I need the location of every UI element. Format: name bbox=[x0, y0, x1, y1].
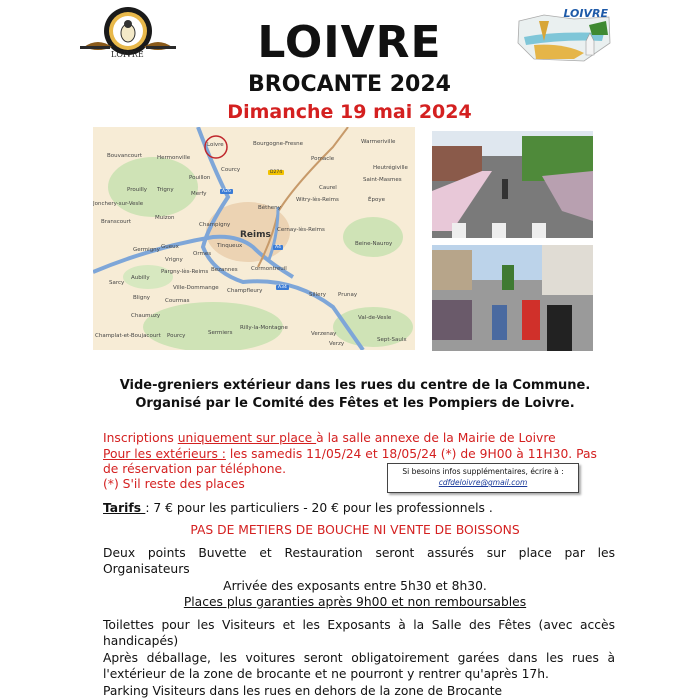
map-label: Gueux bbox=[161, 244, 179, 250]
voitures-text: Après déballage, les voitures seront obligatoirement garées dans les rues à l'extérieur de la zone de brocante et ne pourront y rentrer qu'après 17h. bbox=[103, 651, 615, 681]
tarifs-label: Tarifs bbox=[103, 501, 146, 515]
logo-left-text: LOIVRE bbox=[111, 50, 144, 59]
map-label: Beine-Nauroy bbox=[355, 241, 393, 247]
page-title: LOIVRE bbox=[257, 17, 442, 68]
map-label: Courcy bbox=[221, 167, 241, 173]
road-shield: A34 bbox=[278, 285, 287, 290]
buvette-text: Deux points Buvette et Restauration seront assurés sur place par les Organisateurs bbox=[103, 546, 615, 576]
map-label: Pargny-lès-Reims bbox=[161, 269, 209, 275]
inscriptions-prefix: Inscriptions bbox=[103, 431, 178, 445]
map-city-reims: Reims bbox=[240, 230, 271, 240]
map-label: Witry-lès-Reims bbox=[296, 197, 339, 203]
map-label: Ville-Dommange bbox=[173, 285, 219, 291]
logo-right-text: LOIVRE bbox=[563, 7, 608, 20]
inscriptions-line bbox=[103, 430, 556, 446]
map-label: Prunay bbox=[338, 292, 358, 298]
map-label: Champfleury bbox=[227, 288, 263, 294]
map-label: Verzy bbox=[329, 341, 345, 347]
map-label: Pomacle bbox=[311, 156, 335, 162]
map-label: Cernay-lès-Reims bbox=[277, 227, 325, 233]
map-label: Pouillon bbox=[189, 175, 211, 181]
map-label: Merfy bbox=[191, 191, 207, 197]
road-shield: D274 bbox=[270, 170, 283, 175]
road-shield: A26 bbox=[222, 189, 231, 194]
road-shield: A4 bbox=[275, 245, 281, 250]
map-label: Bétheny bbox=[258, 205, 281, 211]
toilettes-text: Toilettes pour les Visiteurs et les Exposants à la Salle des Fêtes (avec accès handicapés) bbox=[103, 618, 615, 648]
map-label: Branscourt bbox=[101, 219, 132, 225]
map-label: Warmeriville bbox=[361, 139, 396, 145]
brocante-photo-1 bbox=[432, 131, 593, 238]
intro-line-2: Organisé par le Comité des Fêtes et les Pompiers de Loivre. bbox=[135, 396, 575, 411]
map-label: Val-de-Vesle bbox=[358, 315, 392, 321]
map-label: Sermiers bbox=[208, 330, 233, 336]
map-label: Prouilly bbox=[127, 187, 148, 193]
brocante-photo-2 bbox=[432, 245, 593, 351]
map-label: Sillery bbox=[309, 292, 326, 298]
map-label: Pourcy bbox=[167, 333, 186, 339]
map-label: Champigny bbox=[199, 222, 231, 228]
map-label: Saint-Masmes bbox=[363, 177, 402, 183]
warning-line: PAS DE METIERS DE BOUCHE NI VENTE DE BOISSONS bbox=[190, 523, 520, 537]
arrivee-line: Arrivée des exposants entre 5h30 et 8h30. bbox=[223, 579, 487, 593]
map-label: Aubilly bbox=[131, 275, 150, 281]
inscriptions-rest: à la salle annexe de la Mairie de Loivre bbox=[316, 431, 556, 445]
map-label: Courmas bbox=[165, 298, 190, 304]
map-label: Bourgogne-Fresne bbox=[253, 141, 304, 147]
map-label: Caurel bbox=[319, 185, 337, 191]
map-label: Hermonville bbox=[157, 155, 191, 161]
street-market-photo-icon bbox=[432, 131, 593, 238]
street-market-crowd-photo-icon bbox=[432, 245, 593, 351]
map-label: Jonchery-sur-Vesle bbox=[93, 201, 144, 207]
map-label: Germigny bbox=[133, 247, 160, 253]
tarifs-text: : 7 € pour les particuliers - 20 € pour les professionnels . bbox=[145, 501, 493, 515]
map-label: Vrigny bbox=[165, 257, 183, 263]
exterieurs-label: Pour les extérieurs : bbox=[103, 447, 226, 461]
map-label: Loivre bbox=[207, 142, 224, 148]
map-label: Sept-Saulx bbox=[377, 337, 407, 343]
map-label: Époye bbox=[368, 197, 385, 203]
map-label: Bouvancourt bbox=[107, 153, 143, 159]
map-label: Trigny bbox=[157, 187, 174, 193]
reservation-line: de réservation par téléphone. bbox=[103, 462, 287, 476]
map-label: Rilly-la-Montagne bbox=[240, 325, 288, 331]
info-box bbox=[387, 463, 579, 493]
location-map bbox=[93, 127, 415, 350]
intro-line-1: Vide-greniers extérieur dans les rues du centre de la Commune. bbox=[119, 378, 591, 393]
event-date: Dimanche 19 mai 2024 bbox=[227, 101, 472, 123]
event-subtitle: BROCANTE 2024 bbox=[248, 72, 451, 97]
map-label: Muizon bbox=[155, 215, 175, 221]
map-label: Tinqueux bbox=[217, 243, 243, 249]
places-note: (*) S'il reste des places bbox=[103, 477, 245, 491]
info-box-text: Si besoins infos supplémentaires, écrire à : bbox=[402, 467, 564, 476]
map-label: Champlat-et-Boujacourt bbox=[95, 333, 161, 339]
map-label: Verzenay bbox=[311, 331, 337, 337]
map-label: Cormontreuil bbox=[251, 266, 287, 272]
map-label: Heutrégiville bbox=[373, 165, 408, 171]
places-guarantee bbox=[95, 594, 615, 610]
parking-line: Parking Visiteurs dans les rues en dehors de la zone de Brocante bbox=[103, 684, 503, 698]
exterieurs-text: les samedis 11/05/24 et 18/05/24 (*) de 9H00 à 11H30. Pas bbox=[225, 447, 597, 461]
map-label: Ormes bbox=[193, 251, 212, 257]
contact-email-link[interactable]: cdfdeloivre@gmail.com bbox=[438, 478, 528, 487]
map-label: Bezannes bbox=[211, 267, 238, 273]
exterieurs-line bbox=[103, 446, 597, 462]
map-label: Sarcy bbox=[109, 280, 125, 286]
map-label: Chaumuzy bbox=[131, 313, 161, 319]
places-guarantee-text: Places plus garanties après 9h00 et non remboursables bbox=[183, 595, 527, 609]
map-label: Bligny bbox=[133, 295, 151, 301]
inscriptions-underlined: uniquement sur place bbox=[177, 431, 317, 445]
tarifs-line bbox=[103, 500, 493, 516]
